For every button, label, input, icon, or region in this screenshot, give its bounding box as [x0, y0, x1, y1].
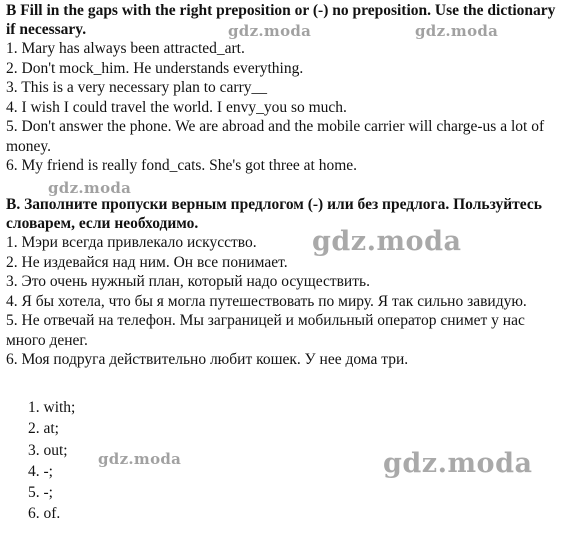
answer-item: 2. at; [28, 420, 59, 438]
russian-item: 4. Я бы хотела, что бы я могла путешествовать по миру. Я так сильно завидую. [6, 292, 527, 310]
russian-item: 1. Мэри всегда привлекало искусство. [6, 234, 257, 251]
watermark: gdz.moda [312, 226, 462, 257]
answer-item: 4. -; [28, 462, 53, 480]
english-item: 5. Don't answer the phone. We are abroad and the mobile carrier will charge-us a lot of money. [6, 118, 545, 155]
answer-item: 3. out; [28, 441, 68, 459]
english-item: 3. This is a very necessary plan to carry__ [6, 79, 267, 96]
watermark: gdz.moda [415, 22, 499, 40]
english-item: 6. My friend is really fond_cats. She's got three at home. [6, 157, 358, 174]
watermark: gdz.moda [48, 179, 132, 197]
watermark: gdz.moda [383, 448, 533, 479]
russian-item: 5. Не отвечай на телефон. Мы заграницей и мобильный оператор снимет у нас много денег. [6, 312, 525, 349]
english-item: 1. Mary has always been attracted_art. [6, 40, 245, 57]
english-exercise-heading: B Fill in the gaps with the right preposition or (-) no preposition. Use the dictionary if necessary. [6, 2, 556, 38]
english-item: 4. I wish I could travel the world. I envy_you so much. [6, 98, 347, 116]
english-item: 2. Don't mock_him. He understands everything. [6, 59, 304, 77]
russian-exercise [6, 195, 558, 370]
answer-item: 5. -; [28, 484, 53, 502]
watermark: gdz.moda [98, 450, 182, 468]
russian-exercise-heading: В. Заполните пропуски верным предлогом (-) или без предлога. Пользуйтесь словарем, если необходимо. [6, 196, 542, 232]
watermark: gdz.moda [228, 22, 312, 40]
russian-item: 6. Моя подруга действительно любит кошек. У нее дома три. [6, 351, 409, 368]
russian-item: 2. Не издевайся над ним. Он все понимает. [6, 253, 288, 271]
answer-item: 1. with; [28, 399, 76, 416]
answer-list [28, 397, 75, 525]
russian-item: 3. Это очень нужный план, который надо осуществить. [6, 273, 370, 290]
answer-item: 6. of. [28, 505, 61, 523]
